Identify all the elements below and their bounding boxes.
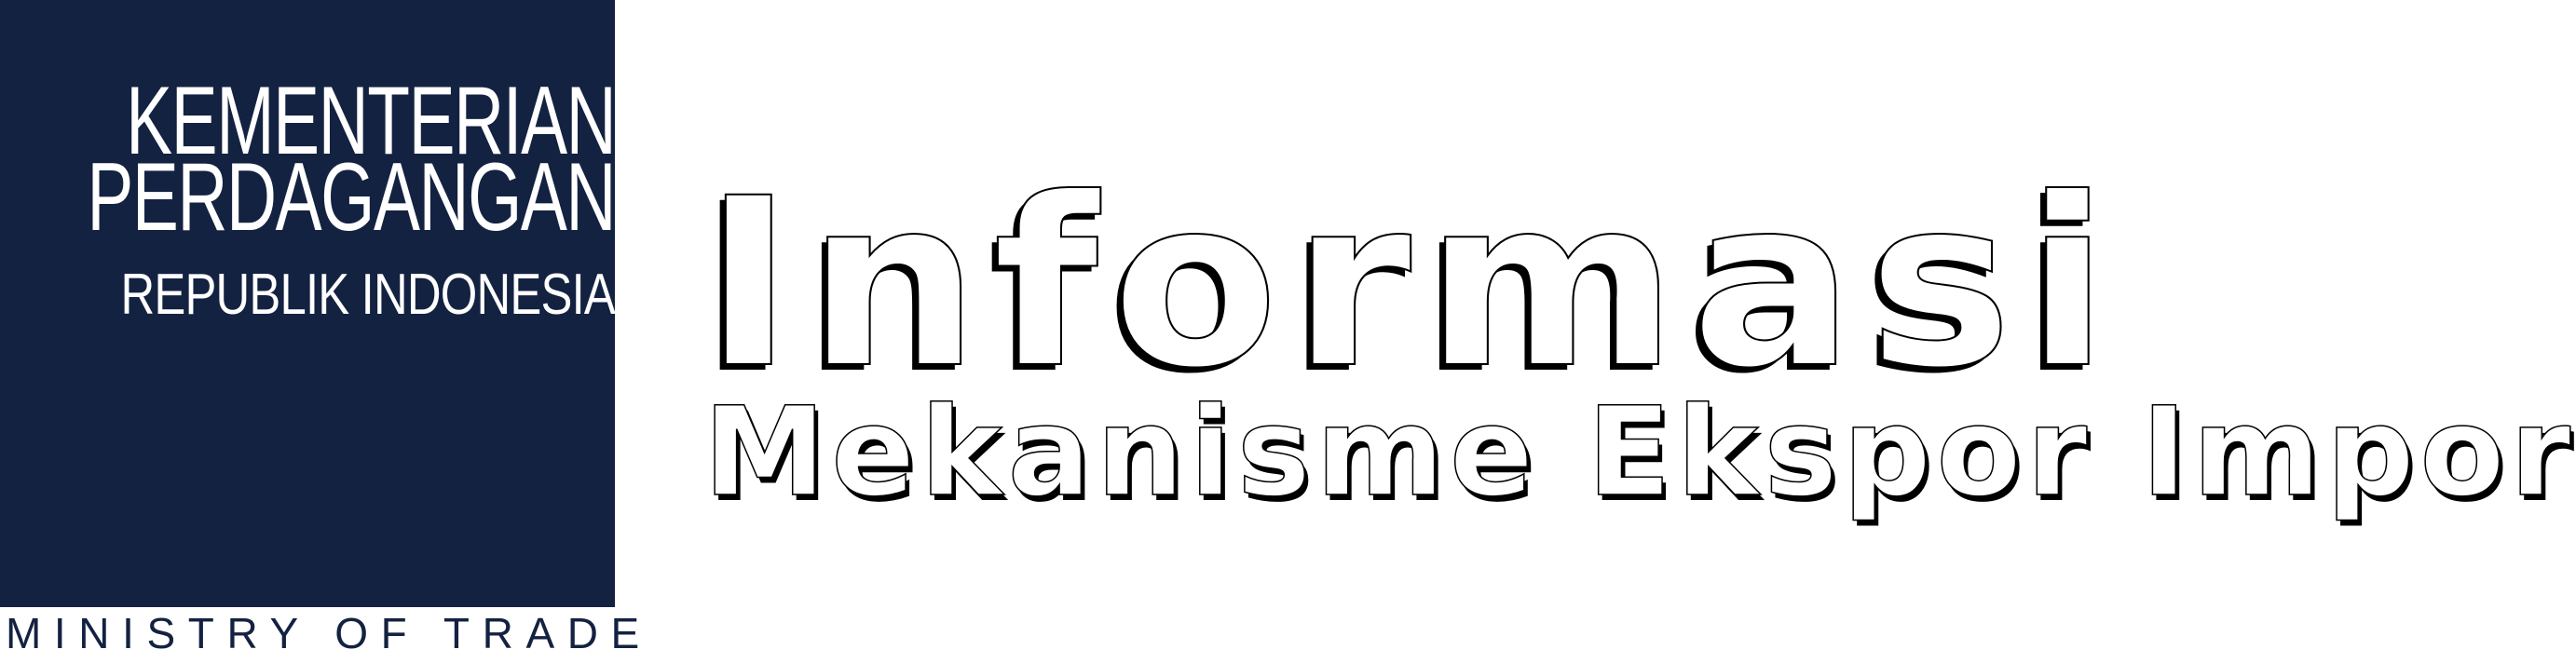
headline-title: Informasi xyxy=(703,148,2123,419)
logo-line-kementerian: KEMENTERIAN xyxy=(125,67,615,175)
logo-line-republik-indonesia: REPUBLIK INDONESIA xyxy=(120,263,615,327)
ministry-of-trade-tagline: MINISTRY OF TRADE xyxy=(6,609,652,657)
logo-line-perdagangan: PERDAGANGAN xyxy=(87,143,615,251)
headline-subtitle: Mekanisme Ekspor Impor xyxy=(703,381,2576,524)
ministry-logo-block xyxy=(0,0,615,607)
